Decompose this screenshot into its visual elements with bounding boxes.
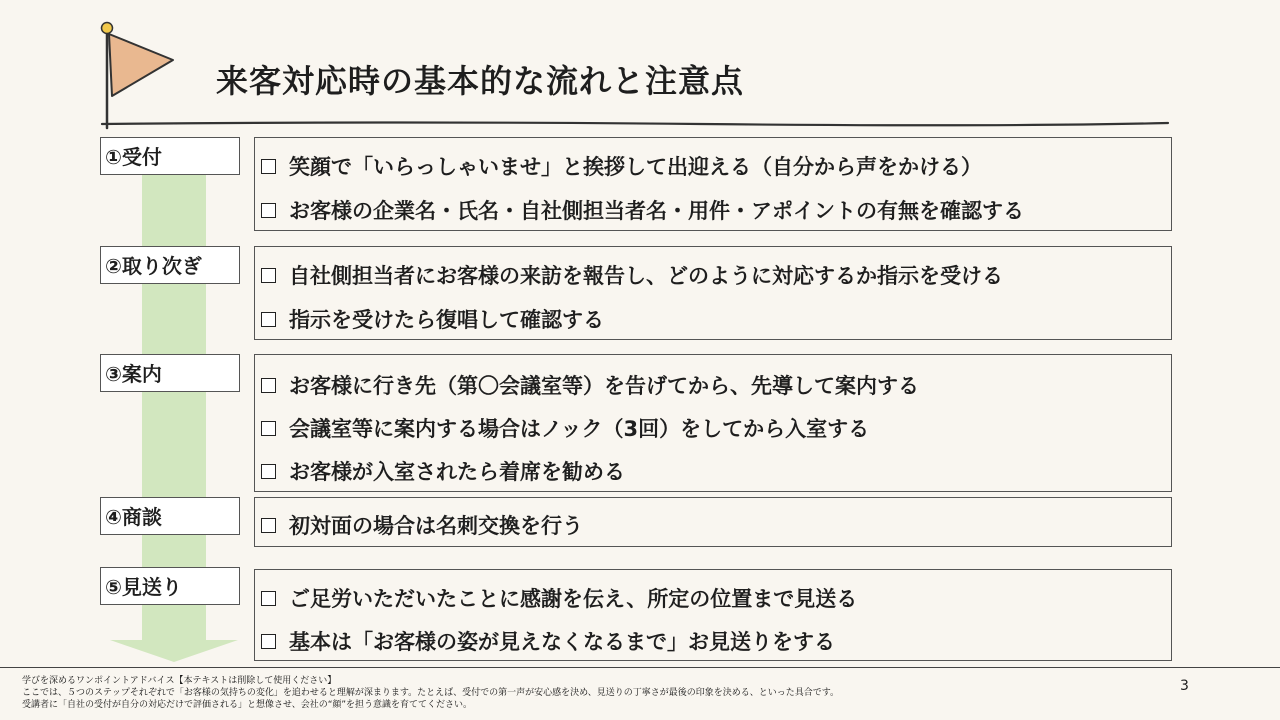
checklist-item (261, 626, 835, 656)
step-label-guide: ③案内 (100, 354, 240, 392)
checkbox-icon[interactable] (261, 159, 276, 174)
checklist-text: 自社側担当者にお客様の来訪を報告し、どのように対応するか指示を受ける (289, 264, 1003, 288)
checklist-item (261, 510, 583, 540)
footer-divider (0, 667, 1280, 668)
checkbox-icon[interactable] (261, 464, 276, 479)
step-label-seeoff: ⑤見送り (100, 567, 240, 605)
checkbox-icon[interactable] (261, 591, 276, 606)
footer-note-line: 受講者に「自社の受付が自分の対応だけで評価される」と想像させ、会社の“顔”を担う意識を育ててください。 (22, 700, 473, 710)
checklist-text: お客様が入室されたら着席を勧める (289, 460, 625, 484)
checklist-text: お客様に行き先（第〇会議室等）を告げてから、先導して案内する (289, 374, 919, 398)
checklist-text: ご足労いただいたことに感謝を伝え、所定の位置まで見送る (289, 587, 858, 611)
checklist-text: 指示を受けたら復唱して確認する (289, 308, 604, 332)
step-label-handoff: ②取り次ぎ (100, 246, 240, 284)
checklist-item (261, 413, 869, 443)
checklist-text: 笑顔で「いらっしゃいませ」と挨拶して出迎える（自分から声をかける） (289, 155, 982, 179)
checkbox-icon[interactable] (261, 312, 276, 327)
page-number: 3 (1180, 678, 1189, 694)
checklist-item (261, 583, 857, 613)
checklist-item (261, 151, 982, 181)
title-underline (100, 118, 1170, 130)
step-box-reception (254, 137, 1172, 231)
step-box-guide (254, 354, 1172, 492)
page-title: 来客対応時の基本的な流れと注意点 (216, 62, 745, 100)
step-box-handoff (254, 246, 1172, 340)
checkbox-icon[interactable] (261, 634, 276, 649)
checklist-item (261, 260, 1003, 290)
step-label-meeting: ④商談 (100, 497, 240, 535)
checkbox-icon[interactable] (261, 378, 276, 393)
checkbox-icon[interactable] (261, 268, 276, 283)
checklist-item (261, 370, 919, 400)
step-label-reception: ①受付 (100, 137, 240, 175)
checklist-item (261, 304, 604, 334)
step-box-seeoff (254, 569, 1172, 661)
footer-note-line: ここでは、５つのステップそれぞれで「お客様の気持ちの変化」を追わせると理解が深まります。たとえば、受付での第一声が安心感を決め、見送りの丁寧さが最後の印象を決める、といった具合です。 (22, 688, 840, 698)
checkbox-icon[interactable] (261, 421, 276, 436)
checklist-text: 基本は「お客様の姿が見えなくなるまで」お見送りをする (289, 630, 835, 654)
checklist-item (261, 195, 1024, 225)
checklist-text: 会議室等に案内する場合はノック（3回）をしてから入室する (289, 417, 870, 441)
checklist-text: 初対面の場合は名刺交換を行う (289, 514, 583, 538)
checkbox-icon[interactable] (261, 518, 276, 533)
checkbox-icon[interactable] (261, 203, 276, 218)
flag-icon (94, 18, 184, 133)
step-box-meeting (254, 497, 1172, 547)
checklist-text: お客様の企業名・氏名・自社側担当者名・用件・アポイントの有無を確認する (289, 199, 1024, 223)
checklist-item (261, 456, 625, 486)
footer-note-heading: 学びを深めるワンポイントアドバイス【本テキストは削除して使用ください】 (22, 676, 337, 686)
